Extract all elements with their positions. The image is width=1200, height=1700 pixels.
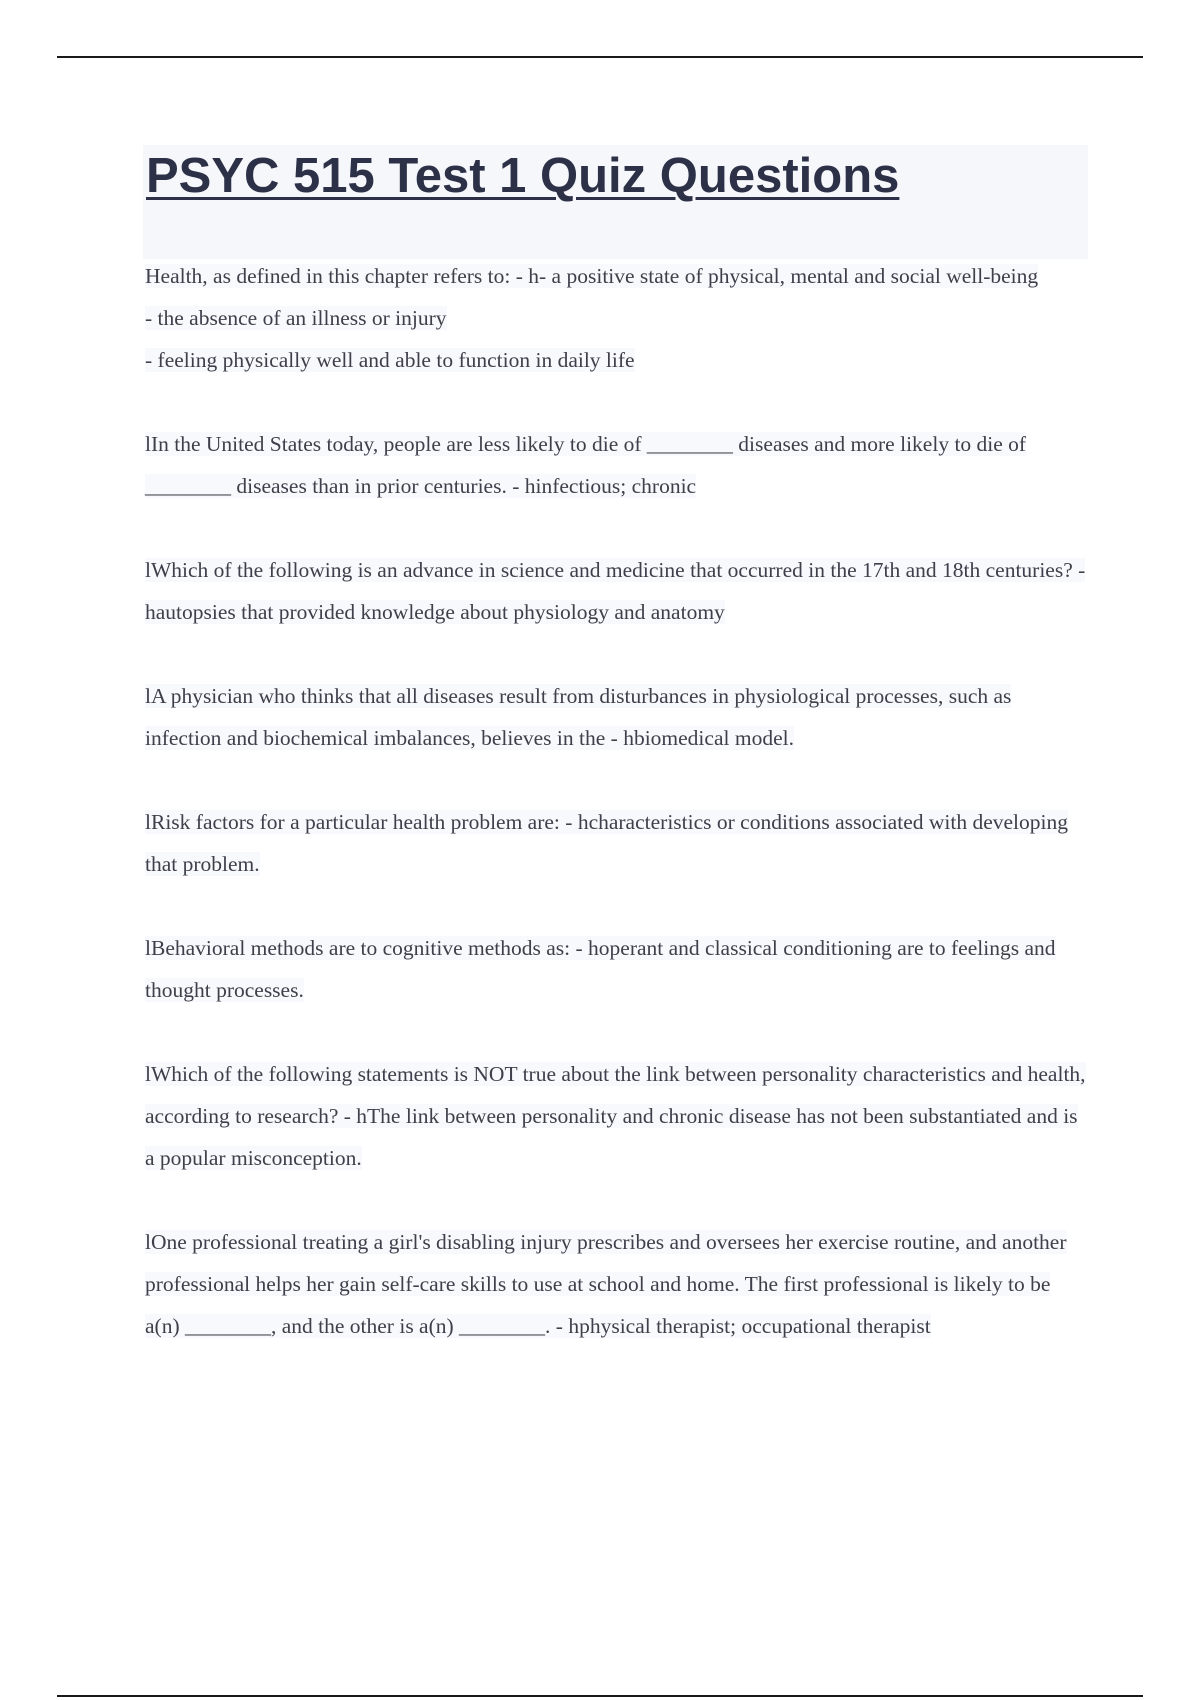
question-item [145, 801, 1090, 885]
question-text: lOne professional treating a girl's disabling injury prescribes and oversees her exercise routine, and another professional helps her gain self-care skills to use at school and home. The first professional is likely to be a(n) ________, and the other is a(n) ________. - hphysical therapist; occupational therapist [145, 1230, 1067, 1338]
question-item [145, 927, 1090, 1011]
question-item [145, 549, 1090, 633]
question-text: lBehavioral methods are to cognitive methods as: - hoperant and classical conditioning are to feelings and thought processes. [145, 936, 1056, 1002]
question-text: lWhich of the following is an advance in science and medicine that occurred in the 17th and 18th centuries? - hautopsies that provided knowledge about physiology and anatomy [145, 558, 1086, 624]
question-text: lRisk factors for a particular health problem are: - hcharacteristics or conditions associated with developing that problem. [145, 810, 1068, 876]
question-item [145, 1053, 1090, 1179]
question-item [145, 675, 1090, 759]
document-title: PSYC 515 Test 1 Quiz Questions [146, 149, 900, 203]
question-item [145, 423, 1090, 507]
question-text: Health, as defined in this chapter refers to: - h- a positive state of physical, mental and social well-being - the absence of an illness or injury - feeling physically well and able to function in daily life [145, 264, 1039, 372]
bottom-rule [57, 1695, 1143, 1697]
question-text: lIn the United States today, people are less likely to die of ________ diseases and more likely to die of ________ diseases than in prior centuries. - hinfectious; chronic [145, 432, 1027, 498]
question-list [145, 255, 1090, 1389]
top-rule [57, 56, 1143, 58]
question-item [145, 1221, 1090, 1347]
question-text: lWhich of the following statements is NOT true about the link between personality characteristics and health, according to research? - hThe link between personality and chronic disease has not been substantiated and is a popular misconception. [145, 1062, 1086, 1170]
question-text: lA physician who thinks that all diseases result from disturbances in physiological processes, such as infection and biochemical imbalances, believes in the - hbiomedical model. [145, 684, 1012, 750]
question-item [145, 255, 1090, 381]
